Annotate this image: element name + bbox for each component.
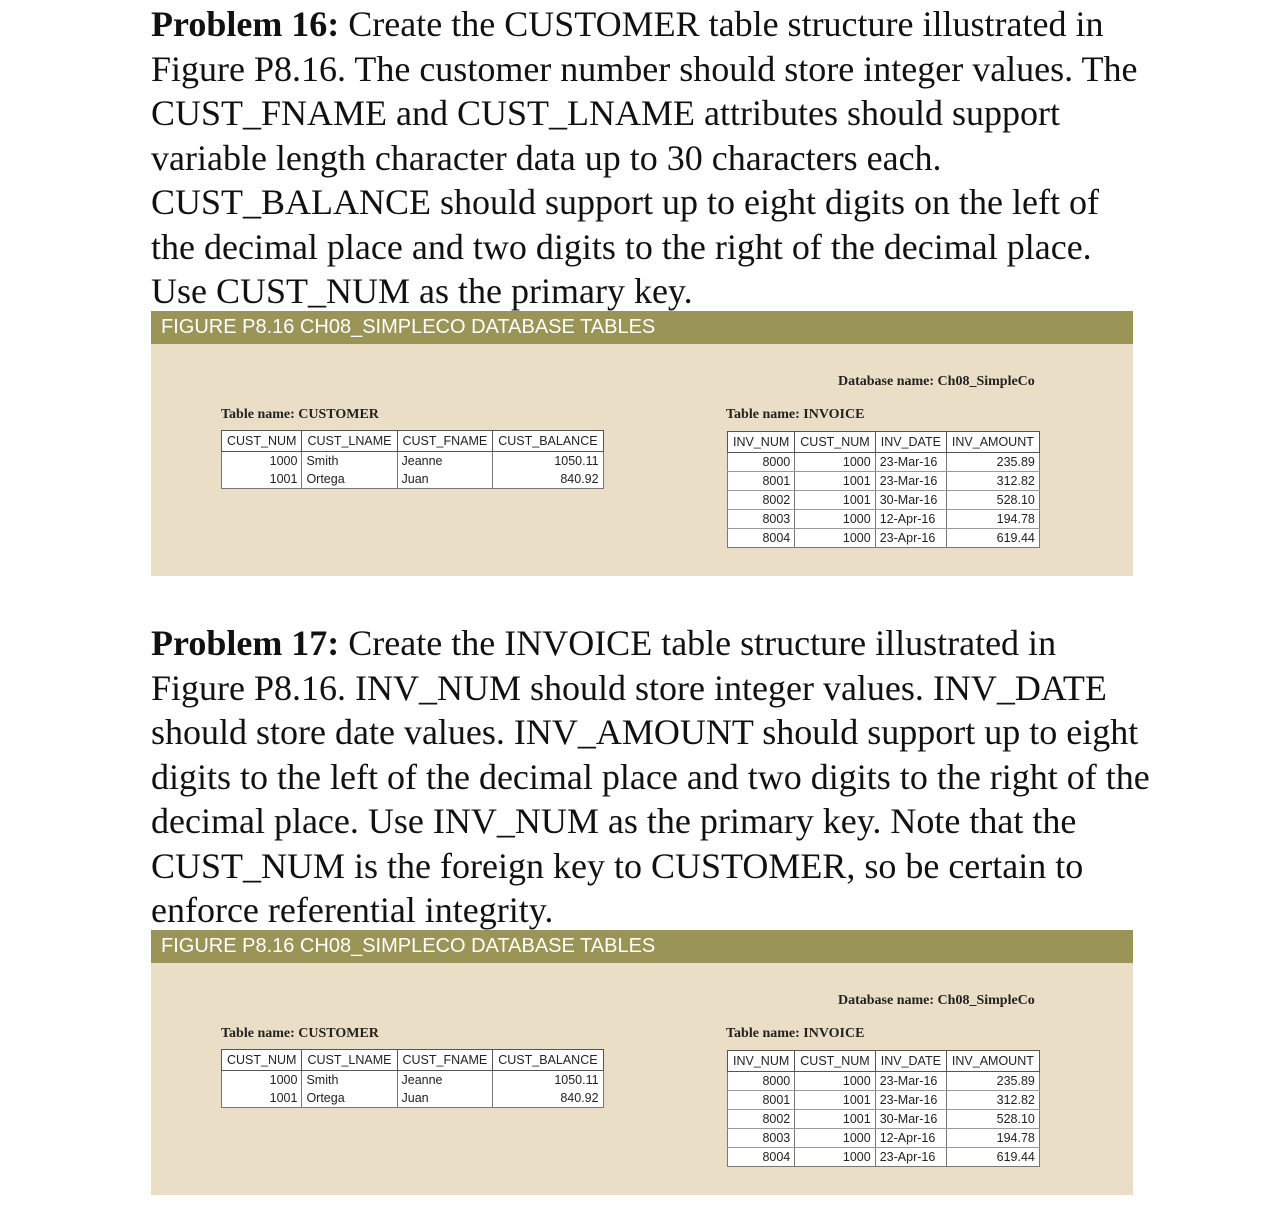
column-header: INV_DATE (875, 1051, 946, 1072)
problem-16-body: Create the CUSTOMER table structure illustrated in Figure P8.16. The customer number should store integer values. The CUST_FNAME and CUST_LNAME attributes should support variable length character data up to 30 characters each. CUST_BALANCE should support up to eight digits on the left of the decimal place and two digits to the right of the decimal place. Use CUST_NUM as the primary key. (151, 4, 1138, 311)
table-row (222, 1071, 604, 1090)
figure-title: FIGURE P8.16 CH08_SIMPLECO DATABASE TABLES (151, 930, 1133, 963)
table-cell: 1000 (795, 1072, 875, 1091)
table-cell: Juan (397, 470, 493, 489)
table-cell: 1000 (222, 1071, 302, 1090)
table-cell: 30-Mar-16 (875, 491, 946, 510)
table-header-row (222, 431, 604, 452)
table-cell: 12-Apr-16 (875, 1129, 946, 1148)
table-header-row (728, 432, 1040, 453)
table-cell: 23-Mar-16 (875, 472, 946, 491)
table-cell: Juan (397, 1089, 493, 1108)
invoice-table (727, 1050, 1040, 1167)
column-header: CUST_NUM (222, 431, 302, 452)
table-cell: 23-Mar-16 (875, 1072, 946, 1091)
column-header: CUST_BALANCE (493, 431, 603, 452)
problem-16-text (151, 2, 1151, 314)
invoice-table (727, 431, 1040, 548)
table-cell: 23-Apr-16 (875, 529, 946, 548)
table-cell: 1001 (222, 470, 302, 489)
table-cell: 235.89 (946, 453, 1039, 472)
table-cell: 8004 (728, 529, 795, 548)
table-cell: 619.44 (946, 1148, 1039, 1167)
table-cell: 30-Mar-16 (875, 1110, 946, 1129)
table-cell: 194.78 (946, 1129, 1039, 1148)
table-cell: Ortega (302, 1089, 397, 1108)
column-header: INV_NUM (728, 1051, 795, 1072)
column-header: CUST_LNAME (302, 1050, 397, 1071)
table-cell: 1001 (795, 472, 875, 491)
table-row (728, 1129, 1040, 1148)
table-row (728, 1072, 1040, 1091)
table-cell: 8003 (728, 1129, 795, 1148)
table-cell: 12-Apr-16 (875, 510, 946, 529)
table-cell: 528.10 (946, 1110, 1039, 1129)
column-header: INV_AMOUNT (946, 1051, 1039, 1072)
column-header: CUST_NUM (795, 1051, 875, 1072)
table-cell: 1000 (795, 529, 875, 548)
table-cell: 1000 (795, 1148, 875, 1167)
table-cell: 1000 (795, 510, 875, 529)
table-cell: 8001 (728, 472, 795, 491)
column-header: CUST_FNAME (397, 431, 493, 452)
table-cell: 1050.11 (493, 452, 603, 471)
table-header-row (728, 1051, 1040, 1072)
table-header-row (222, 1050, 604, 1071)
table-cell: 8000 (728, 453, 795, 472)
table-cell: 235.89 (946, 1072, 1039, 1091)
table-cell: 8004 (728, 1148, 795, 1167)
table-row (222, 452, 604, 471)
table-cell: Jeanne (397, 452, 493, 471)
figure-p8-16 (151, 311, 1133, 576)
table-row (222, 1089, 604, 1108)
table-row (728, 453, 1040, 472)
table-cell: 312.82 (946, 472, 1039, 491)
problem-17-heading: Problem 17: (151, 623, 340, 663)
column-header: CUST_NUM (795, 432, 875, 453)
database-name-label: Database name: Ch08_SimpleCo (838, 374, 1035, 389)
table-cell: 1001 (795, 491, 875, 510)
table-cell: 8002 (728, 491, 795, 510)
column-header: CUST_FNAME (397, 1050, 493, 1071)
table-cell: 23-Apr-16 (875, 1148, 946, 1167)
problem-17-body: Create the INVOICE table structure illustrated in Figure P8.16. INV_NUM should store integer values. INV_DATE should store date values. INV_AMOUNT should support up to eight digits to the left of the decimal place and two digits to the right of the decimal place. Use INV_NUM as the primary key. Note that the CUST_NUM is the foreign key to CUSTOMER, so be certain to enforce referential integrity. (151, 623, 1150, 930)
customer-table (221, 430, 604, 489)
table-cell: Ortega (302, 470, 397, 489)
table-cell: 528.10 (946, 491, 1039, 510)
table-cell: Smith (302, 1071, 397, 1090)
customer-table (221, 1049, 604, 1108)
database-name-label: Database name: Ch08_SimpleCo (838, 993, 1035, 1008)
table-cell: 312.82 (946, 1091, 1039, 1110)
table-cell: 8000 (728, 1072, 795, 1091)
customer-table-name: Table name: CUSTOMER (221, 1026, 379, 1041)
table-cell: 840.92 (493, 470, 603, 489)
table-cell: 1001 (795, 1110, 875, 1129)
column-header: INV_NUM (728, 432, 795, 453)
table-cell: 840.92 (493, 1089, 603, 1108)
table-row (728, 491, 1040, 510)
table-row (728, 472, 1040, 491)
table-cell: Smith (302, 452, 397, 471)
table-cell: 1000 (795, 453, 875, 472)
table-row (728, 1148, 1040, 1167)
table-row (728, 1110, 1040, 1129)
column-header: CUST_LNAME (302, 431, 397, 452)
invoice-table-name: Table name: INVOICE (726, 1026, 865, 1041)
table-row (728, 1091, 1040, 1110)
table-cell: 8002 (728, 1110, 795, 1129)
table-row (728, 510, 1040, 529)
table-cell: 1001 (222, 1089, 302, 1108)
table-cell: 1001 (795, 1091, 875, 1110)
customer-table-name: Table name: CUSTOMER (221, 407, 379, 422)
column-header: CUST_BALANCE (493, 1050, 603, 1071)
table-cell: 23-Mar-16 (875, 453, 946, 472)
figure-p8-16-repeat (151, 930, 1133, 1195)
figure-title: FIGURE P8.16 CH08_SIMPLECO DATABASE TABLES (151, 311, 1133, 344)
column-header: INV_DATE (875, 432, 946, 453)
column-header: INV_AMOUNT (946, 432, 1039, 453)
table-cell: 8003 (728, 510, 795, 529)
column-header: CUST_NUM (222, 1050, 302, 1071)
table-cell: 1000 (222, 452, 302, 471)
problem-16-heading: Problem 16: (151, 4, 340, 44)
table-cell: 619.44 (946, 529, 1039, 548)
table-cell: 1050.11 (493, 1071, 603, 1090)
table-cell: 1000 (795, 1129, 875, 1148)
table-cell: 194.78 (946, 510, 1039, 529)
invoice-table-name: Table name: INVOICE (726, 407, 865, 422)
table-cell: Jeanne (397, 1071, 493, 1090)
table-cell: 8001 (728, 1091, 795, 1110)
table-row (728, 529, 1040, 548)
table-cell: 23-Mar-16 (875, 1091, 946, 1110)
problem-17-text (151, 621, 1151, 933)
table-row (222, 470, 604, 489)
